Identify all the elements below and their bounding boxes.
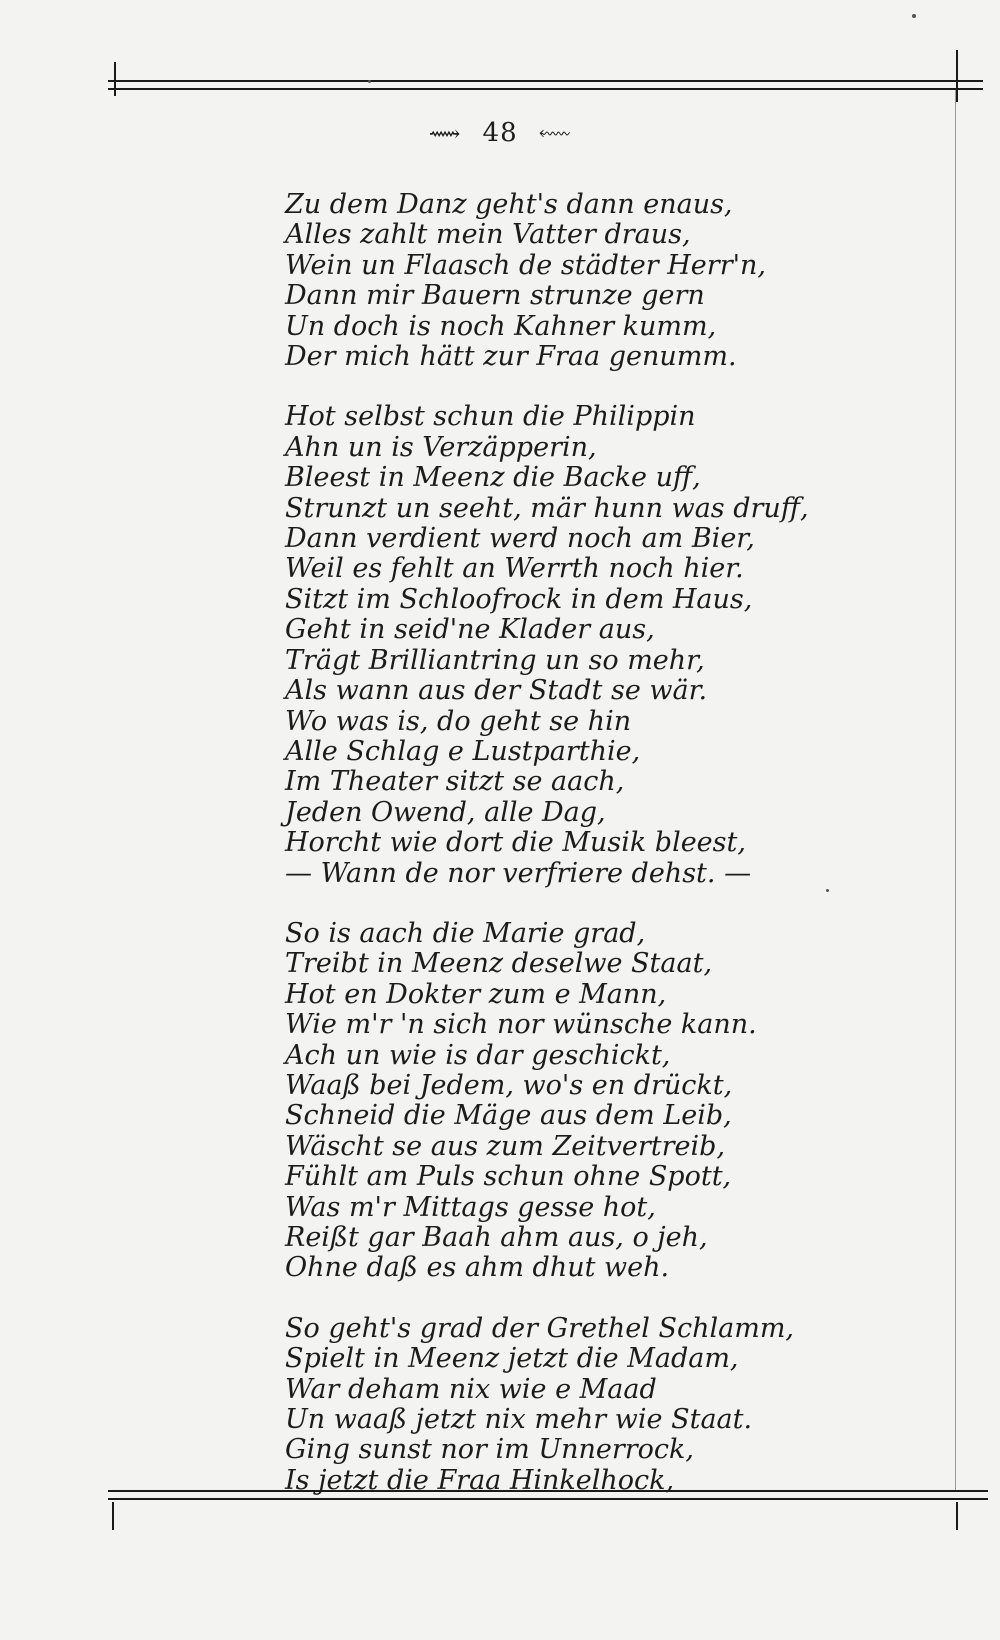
verse-line: Im Theater sitzt se aach, [285, 766, 625, 798]
print-speck [368, 80, 371, 83]
verse-line: Ahn un is Verzäpperin, [285, 431, 597, 463]
verse-line: Un waaß jetzt nix mehr wie Staat. [285, 1404, 753, 1436]
print-speck [912, 14, 916, 18]
ornament-left-icon: ⟿ [428, 122, 462, 147]
bottom-right-tick [956, 1502, 958, 1530]
verse-line: Spielt in Meenz jetzt die Madam, [285, 1343, 739, 1375]
stanza-1 [285, 190, 805, 372]
verse-line: Geht in seid'ne Klader aus, [285, 614, 655, 646]
page-number: 48 [482, 118, 518, 148]
bottom-rule-inner [108, 1498, 988, 1500]
verse-line: Weil es fehlt an Werrth noch hier. [285, 553, 744, 585]
poem-text [285, 189, 809, 1496]
stanza-3 [285, 919, 805, 1284]
verse-line: Hot selbst schun die Philippin [285, 401, 696, 433]
verse-line: Alles zahlt mein Vatter draus, [285, 219, 691, 251]
top-rule-inner [108, 88, 983, 90]
ornament-right-icon: ⬳ [538, 122, 572, 147]
top-rule [108, 80, 983, 82]
verse-line: Alle Schlag e Lustparthie, [285, 735, 641, 767]
verse-line: Wäscht se aus zum Zeitvertreib, [285, 1130, 726, 1162]
verse-line: Strunzt un seeht, mär hunn was druff, [285, 492, 809, 524]
verse-line: Reißt gar Baah ahm aus, o jeh, [285, 1222, 708, 1253]
verse-line: Was m'r Mittags gesse hot, [285, 1191, 656, 1223]
top-right-tick [956, 50, 958, 102]
verse-line: So is aach die Marie grad, [285, 917, 646, 949]
print-speck [826, 889, 829, 892]
verse-line: Bleest in Meenz die Backe uff, [285, 462, 701, 494]
stanza-2 [285, 401, 809, 889]
verse-line: Is jetzt die Fraa Hinkelhock, [285, 1464, 675, 1496]
verse-line: War deham nix wie e Maad [285, 1373, 657, 1405]
verse-line: Als wann aus der Stadt se wär. [285, 675, 708, 707]
verse-line: Hot en Dokter zum e Mann, [285, 978, 667, 1010]
verse-line: Trägt Brilliantring un so mehr, [285, 644, 705, 676]
verse-line: So geht's grad der Grethel Schlamm, [285, 1312, 795, 1344]
verse-line: Ging sunst nor im Unnerrock, [285, 1434, 694, 1466]
verse-line: Der mich hätt zur Fraa genumm. [285, 341, 737, 373]
verse-line: Zu dem Danz geht's dann enaus, [285, 189, 733, 220]
bottom-left-tick [112, 1502, 114, 1530]
verse-line: Waaß bei Jedem, wo's en drückt, [285, 1069, 733, 1101]
verse-line: Jeden Owend, alle Dag, [285, 796, 606, 828]
stanza-4 [285, 1314, 805, 1496]
verse-line: Wie m'r 'n sich nor wünsche kann. [285, 1009, 757, 1041]
verse-line: Wein un Flaasch de städter Herr'n, [285, 249, 766, 281]
verse-line: Dann verdient werd noch am Bier, [285, 523, 755, 555]
verse-line: Wo was is, do geht se hin [285, 705, 632, 737]
verse-line: Horcht wie dort die Musik bleest, [285, 827, 746, 859]
verse-line: Dann mir Bauern strunze gern [285, 280, 705, 312]
top-left-tick [114, 62, 116, 96]
verse-line: — Wann de nor verfriere dehst. — [285, 857, 752, 889]
verse-line: Ach un wie is dar geschickt, [285, 1039, 671, 1071]
verse-line: Ohne daß es ahm dhut weh. [285, 1252, 670, 1284]
page-header [0, 118, 1000, 148]
verse-line: Fühlt am Puls schun ohne Spott, [285, 1161, 732, 1193]
verse-line: Treibt in Meenz deselwe Staat, [285, 948, 713, 980]
verse-line: Un doch is noch Kahner kumm, [285, 310, 717, 342]
verse-line: Sitzt im Schloofrock in dem Haus, [285, 583, 753, 615]
right-margin-line [955, 90, 956, 1490]
verse-line: Schneid die Mäge aus dem Leib, [285, 1100, 732, 1132]
